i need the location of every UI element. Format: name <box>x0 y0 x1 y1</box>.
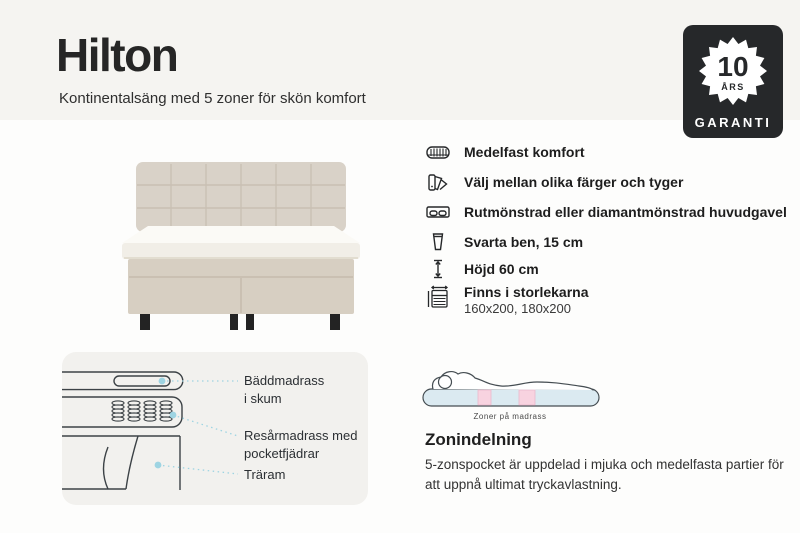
feature-fabrics <box>425 169 683 195</box>
layer-label-foam-topper: Bäddmadrass i skum <box>244 373 325 407</box>
zone-diagram <box>415 358 605 412</box>
guarantee-years-label: ÅRS <box>721 81 745 92</box>
feature-headboard <box>425 199 787 225</box>
header-band <box>0 0 800 120</box>
feature-sizes-values: 160x200, 180x200 <box>464 301 571 316</box>
feature-label: Rutmönstrad eller diamantmönstrad huvudgavel <box>464 204 787 220</box>
starburst-icon <box>691 31 775 111</box>
guarantee-label: GARANTI <box>694 115 772 130</box>
headboard-icon <box>425 199 451 225</box>
feature-legs <box>425 229 583 255</box>
feature-label: Välj mellan olika färger och tyger <box>464 174 684 190</box>
feature-comfort <box>425 139 585 165</box>
coil-spring <box>144 401 156 421</box>
bed-leg-icon <box>425 229 451 255</box>
construction-cross-section-card <box>62 352 368 505</box>
feature-label: Medelfast komfort <box>464 144 585 160</box>
feature-height <box>425 256 539 282</box>
sleeping-person-outline <box>432 372 593 390</box>
coil-spring <box>128 401 140 421</box>
feature-label: Finns i storlekarna <box>464 284 589 300</box>
page-subtitle: Kontinentalsäng med 5 zoner för skön komfort <box>59 90 366 107</box>
soft-zone-band <box>478 390 491 405</box>
zone-section-heading: Zonindelning <box>425 430 532 449</box>
bed-size-icon <box>425 284 451 310</box>
feature-label: Svarta ben, 15 cm <box>464 234 584 250</box>
mattress-icon <box>425 139 451 165</box>
coil-spring <box>160 401 172 421</box>
coil-spring <box>112 401 124 421</box>
bed-product-image <box>88 148 393 330</box>
zone-diagram-caption: Zoner på madrass <box>473 412 547 421</box>
soft-zone-band <box>519 390 535 405</box>
height-arrow-icon <box>425 256 451 282</box>
page-title: Hilton <box>56 29 178 81</box>
feature-label: Höjd 60 cm <box>464 261 539 277</box>
feature-sizes <box>425 284 588 316</box>
bed-legs <box>140 314 340 330</box>
layer-label-wood-frame: Träram <box>244 467 286 482</box>
guarantee-badge <box>683 25 783 138</box>
layer-label-pocket-springs: Resårmadrass med pocketfjädrar <box>244 428 358 462</box>
guarantee-years: 10 <box>717 50 749 82</box>
zone-section-body: 5-zonspocket är uppdelad i mjuka och medelfasta partier för att uppnå ultimat tryckavlastning. <box>425 457 784 492</box>
fabric-swatches-icon <box>425 169 451 195</box>
